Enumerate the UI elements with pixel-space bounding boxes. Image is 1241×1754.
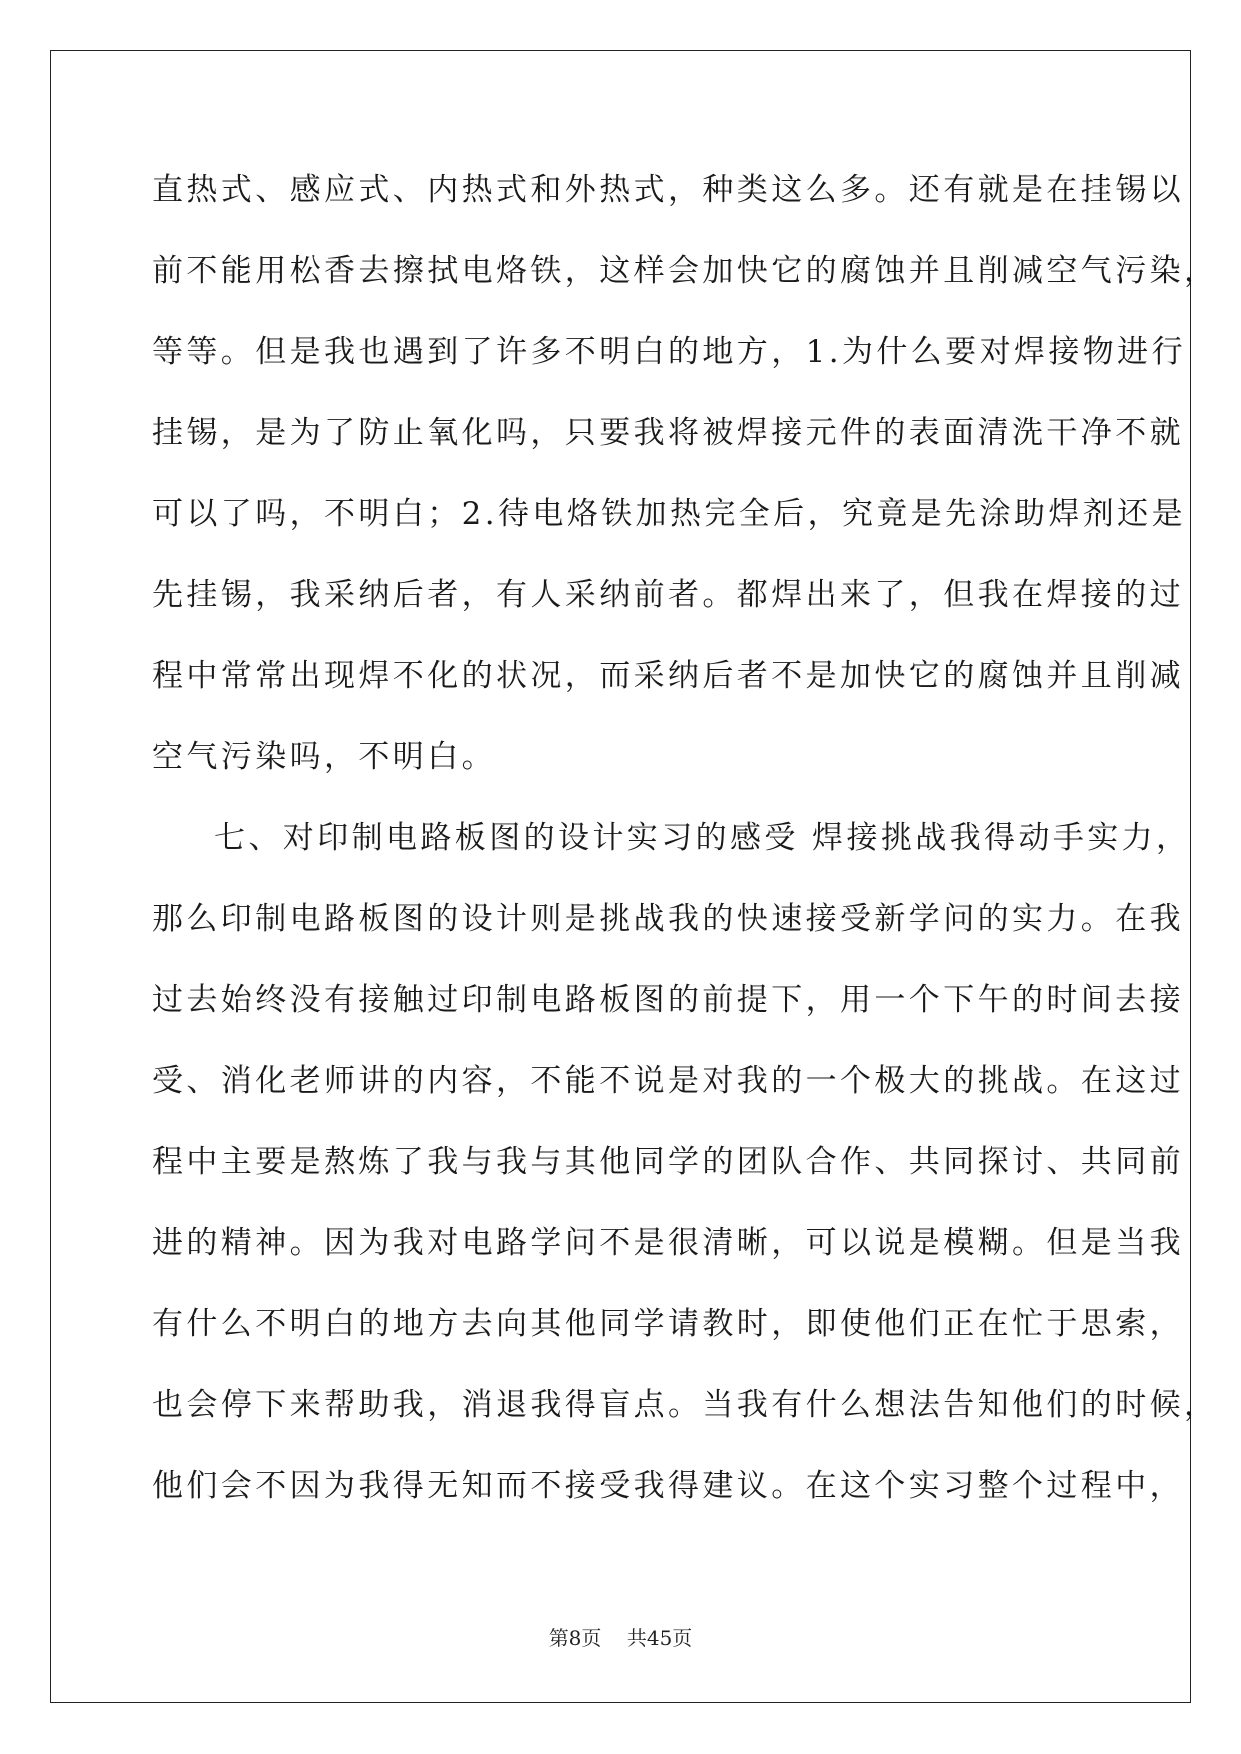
page-number: 第8页 (548, 1626, 602, 1650)
section-heading-line: 七、对印制电路板图的设计实习的感受 焊接挑战我得动手实力， (214, 820, 1191, 856)
text-line: 进的精神。因为我对电路学问不是很清晰，可以说是模糊。但是当我 (152, 1225, 1184, 1261)
text-line: 前不能用松香去擦拭电烙铁，这样会加快它的腐蚀并且削减空气污染， (152, 253, 1219, 289)
text-line: 先挂锡，我采纳后者，有人采纳前者。都焊出来了，但我在焊接的过 (152, 577, 1184, 613)
text-line: 过去始终没有接触过印制电路板图的前提下，用一个下午的时间去接 (152, 982, 1184, 1018)
text-line: 程中主要是熬炼了我与我与其他同学的团队合作、共同探讨、共同前 (152, 1144, 1184, 1180)
text-line: 那么印制电路板图的设计则是挑战我的快速接受新学问的实力。在我 (152, 901, 1184, 937)
page-total: 共45页 (626, 1626, 693, 1650)
body-text (152, 160, 1219, 1537)
text-line: 也会停下来帮助我，消退我得盲点。当我有什么想法告知他们的时候， (152, 1387, 1219, 1423)
text-line: 挂锡，是为了防止氧化吗，只要我将被焊接元件的表面清洗干净不就 (152, 415, 1184, 451)
text-line: 受、消化老师讲的内容，不能不说是对我的一个极大的挑战。在这过 (152, 1063, 1184, 1099)
text-line: 直热式、感应式、内热式和外热式，种类这么多。还有就是在挂锡以 (152, 172, 1184, 208)
page-footer (0, 1626, 1241, 1650)
text-line: 等等。但是我也遇到了许多不明白的地方，1.为什么要对焊接物进行 (152, 334, 1186, 370)
text-line: 可以了吗，不明白；2.待电烙铁加热完全后，究竟是先涂助焊剂还是 (152, 496, 1186, 532)
text-line: 程中常常出现焊不化的状况，而采纳后者不是加快它的腐蚀并且削减 (152, 658, 1184, 694)
text-line: 他们会不因为我得无知而不接受我得建议。在这个实习整个过程中， (152, 1468, 1184, 1504)
text-line: 有什么不明白的地方去向其他同学请教时，即使他们正在忙于思索， (152, 1306, 1184, 1342)
text-line: 空气污染吗，不明白。 (152, 739, 496, 775)
